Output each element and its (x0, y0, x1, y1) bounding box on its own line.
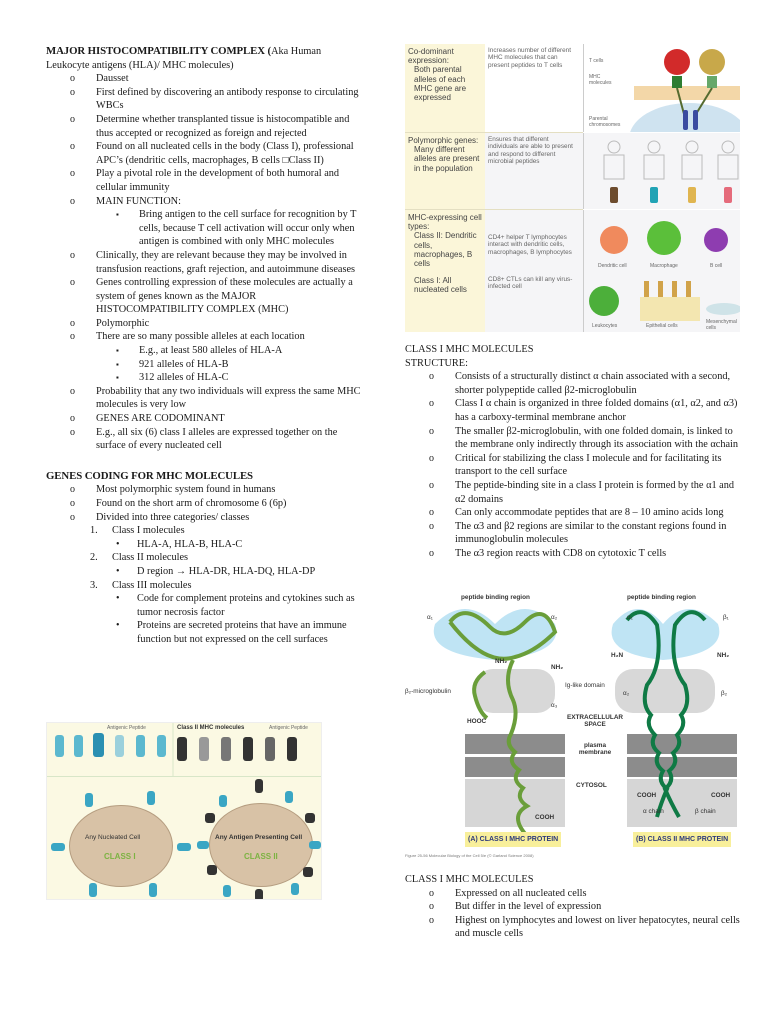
cooh-label-b2: COOH (711, 792, 731, 799)
feature-sub: Both parental alleles of each MHC gene are expressed (414, 65, 467, 103)
mhc-heading-rest: Aka Human Leukocyte antigens (HLA)/ MHC molecules) (46, 46, 322, 71)
antigenic-peptide-label: Antigenic Peptide (107, 725, 146, 731)
genes-heading: GENES CODING FOR MHC MOLECULES (46, 469, 253, 482)
class-number: 3. (90, 579, 98, 591)
b2-microglobulin-label: β₂-microglobulin (405, 688, 451, 695)
table-row (405, 210, 740, 273)
beta2-label: β₂ (721, 690, 728, 697)
list-item: o The smaller β2-microglobulin, with one folded domain, is linked to the membrane only indirectly through its association with the αchain (429, 425, 740, 452)
left-column (46, 45, 366, 647)
illustration-cell (583, 210, 740, 273)
class1-heading: CLASS I MHC MOLECULES (405, 344, 534, 355)
list-item: o Clinically, they are relevant because they may be involved in transfusion reactions, graft rejection, and autoimmune diseases (70, 249, 366, 276)
illustration-cell (583, 273, 740, 332)
list-item: o Found on all nucleated cells in the body (Class I), professional APC’s (dendritic cells, macrophages, B cells □Class II) (70, 140, 366, 167)
list-item: o E.g., all six (6) class I alleles are expressed together on the surface of every nucleated cell (70, 426, 366, 453)
table-row (405, 133, 740, 209)
list-item-main-function (70, 195, 366, 209)
list-item: o There are so many possible alleles at each location (70, 330, 366, 344)
mhc-classes-list (90, 524, 366, 646)
main-function-sublist (116, 208, 366, 249)
figure-mhc-protein-structure (405, 592, 740, 847)
list-item: ▪ 921 alleles of HLA-B (116, 358, 366, 372)
list-item: ▪ Bring antigen to the cell surface for recognition by T cells, because T cell activation will occur only when antigen is combined with only MHC molecules (116, 208, 366, 249)
dendritic-cell-label: Dendritic cell (598, 263, 627, 269)
class-number: 2. (90, 552, 98, 564)
list-item: o Class I α chain is organized in three folded domains (α1, α2, and α3) has a carboxy-terminal membrane anchor (429, 397, 740, 424)
structure-bullets (429, 370, 740, 560)
ig-like-domain-label: Ig-like domain (565, 682, 605, 689)
feature-title: Polymorphic genes: (408, 136, 479, 145)
illustration-cell (583, 44, 740, 132)
list-item: o But differ in the level of expression (429, 900, 740, 914)
hooc-label: HOOC (467, 718, 487, 725)
alpha1-label-b: α₁ (627, 614, 633, 621)
alleles-sublist (116, 344, 366, 385)
mesenchymal-cells-label: Mesenchymal cells (706, 319, 737, 331)
list-item: o Expressed on all nucleated cells (429, 887, 740, 901)
figure-mhc-cell-distribution (46, 722, 322, 900)
plasma-membrane-label: plasma membrane (578, 742, 612, 756)
mhc-heading (46, 45, 366, 72)
alpha3-label: α₃ (551, 702, 558, 709)
class2-tag: CLASS II (244, 852, 278, 861)
cooh-label-a: COOH (535, 814, 555, 821)
list-item: o The α3 region reacts with CD8 on cytotoxic T cells (429, 547, 740, 561)
feature-cell (405, 210, 485, 273)
figure-mhc-features-table (405, 44, 740, 332)
alpha2-label-b: α₂ (623, 690, 630, 697)
class-sublist (114, 592, 366, 646)
apc-label: Any Antigen Presenting Cell (215, 834, 303, 841)
list-item: o The peptide-binding site in a class I protein is formed by the α1 and α2 domains (429, 479, 740, 506)
genes-bullets (70, 483, 366, 524)
feature-title: Co-dominant expression: (408, 47, 454, 66)
class-sublist (114, 538, 366, 552)
antigenic-peptide-label-2: Antigenic Peptide (269, 725, 308, 731)
feature-cell (405, 44, 485, 132)
class-label: Class II molecules (112, 552, 189, 564)
alpha1-label: α₁ (427, 614, 433, 621)
caption-class1-protein: (A) CLASS I MHC PROTEIN (465, 832, 561, 847)
extracellular-space-label: EXTRACELLULAR SPACE (566, 714, 624, 728)
mhc-heading-bold: MAJOR HISTOCOMPATIBILITY COMPLEX ( (46, 45, 272, 57)
significance-cell: CD8+ CTLs can kill any virus-infected cell (485, 273, 583, 332)
feature-sub: Class II: Dendritic cells, macrophages, B cells (414, 231, 477, 269)
significance-cell: Ensures that different individuals are able to present and respond to different microbial peptides (485, 133, 583, 209)
class-sublist (114, 565, 366, 579)
list-item: o Consists of a structurally distinct α chain associated with a second, shorter polypeptide called β2-microglobulin (429, 370, 740, 397)
list-item: o Highest on lymphocytes and lowest on liver hepatocytes, neural cells and muscle cells (429, 914, 740, 941)
list-item: o Determine whether transplanted tissue is histocompatible and thus accepted or recognized as foreign and rejected (70, 113, 366, 140)
list-item: • HLA-A, HLA-B, HLA-C (114, 538, 366, 552)
mhc-bullets-continued (70, 249, 366, 344)
list-item: o GENES ARE CODOMINANT (70, 412, 366, 426)
class1-expression-section (405, 873, 740, 941)
nh2-label-b: NH₂ (717, 652, 730, 659)
class-item (90, 579, 366, 647)
polymorphic-people-illustration (584, 133, 740, 209)
structure-subheading: STRUCTURE: (405, 357, 468, 369)
right-column (405, 343, 740, 561)
list-item: ▪ 312 alleles of HLA-C (116, 371, 366, 385)
list-item: o Found on the short arm of chromosome 6 (6p) (70, 497, 366, 511)
list-item: o Divided into three categories/ classes (70, 511, 366, 525)
significance-cell: CD4+ helper T lymphocytes interact with dendritic cells, macrophages, B lymphocytes (485, 210, 583, 273)
feature-cell (405, 273, 485, 332)
class-label: Class I molecules (112, 525, 185, 537)
nucleated-cell-label: Any Nucleated Cell (85, 834, 141, 841)
caption-class2-protein: (B) CLASS II MHC PROTEIN (633, 832, 731, 847)
peptide-binding-region-label-b: peptide binding region (627, 594, 696, 601)
nh2-label-2: NH₂ (551, 664, 564, 671)
mhc-bullets-end (70, 385, 366, 453)
surface-mhc-icons (47, 723, 322, 900)
feature-title: MHC-expressing cell types: (408, 213, 482, 232)
list-item: o Polymorphic (70, 317, 366, 331)
parental-chromosomes-label: Parental chromosomes (589, 116, 621, 128)
main-function-label: MAIN FUNCTION: (96, 195, 181, 207)
class-item (90, 524, 366, 551)
class1-tag: CLASS I (104, 852, 136, 861)
list-item: ▪ E.g., at least 580 alleles of HLA-A (116, 344, 366, 358)
alpha-chain-label: α chain (643, 808, 664, 815)
list-item: • D region → HLA-DR, HLA-DQ, HLA-DP (114, 565, 366, 579)
list-item: o Play a pivotal role in the development of both humoral and cellular immunity (70, 167, 366, 194)
feature-cell (405, 133, 485, 209)
list-item: o Most polymorphic system found in humans (70, 483, 366, 497)
beta-chain-label: β chain (695, 808, 716, 815)
list-item: o Dausset (70, 72, 366, 86)
class2-molecules-label: Class II MHC molecules (177, 725, 245, 731)
macrophage-label: Macrophage (650, 263, 678, 269)
list-item: • Proteins are secreted proteins that have an immune function but not expressed on the cell surfaces (114, 619, 366, 646)
illustration-cell (583, 133, 740, 209)
mhc-bullets (70, 72, 366, 208)
table-row (405, 44, 740, 132)
class-item (90, 551, 366, 578)
significance-cell: Increases number of different MHC molecules that can present peptides to T cells (488, 47, 572, 69)
expression-bullets (429, 887, 740, 941)
cooh-label-b1: COOH (637, 792, 657, 799)
table-row (405, 273, 740, 332)
list-item: o Genes controlling expression of these molecules are actually a system of genes known as the MAJOR HISTOCOMPATIBILITY COMPLEX (MHC) (70, 276, 366, 317)
class-label: Class III molecules (112, 579, 192, 591)
list-item: o First defined by discovering an antibody response to circulating WBCs (70, 86, 366, 113)
class-number: 1. (90, 525, 98, 537)
epithelial-cells-label: Epithelial cells (646, 323, 678, 329)
b-cell-label: B cell (710, 263, 723, 269)
list-item: o Probability that any two individuals will express the same MHC molecules is very low (70, 385, 366, 412)
peptide-binding-region-label-a: peptide binding region (461, 594, 530, 601)
t-cells-label: T cells (589, 58, 604, 64)
nh2-label: NH₂ (495, 658, 508, 665)
h2n-label: H₂N (611, 652, 624, 659)
list-item: • Code for complement proteins and cytokines such as tumor necrosis factor (114, 592, 366, 619)
mhc-molecules-label: MHC molecules (589, 74, 612, 86)
class1-expression-heading: CLASS I MHC MOLECULES (405, 874, 534, 885)
list-item: o Can only accommodate peptides that are 8 – 10 amino acids long (429, 506, 740, 520)
list-item: o Critical for stabilizing the class I molecule and for facilitating its transport to the cell surface (429, 452, 740, 479)
figure-credit: Figure 25-56 Molecular Biology of the Cell 5/e (© Garland Science 2008) (405, 853, 534, 858)
leukocytes-label: Leukocytes (592, 323, 618, 329)
cytosol-label: CYTOSOL (576, 782, 607, 789)
list-item: o The α3 and β2 regions are similar to the constant regions found in immunoglobulin molecules (429, 520, 740, 547)
alpha2-label: α₂ (551, 614, 558, 621)
feature-sub: Class I: All nucleated cells (414, 276, 467, 295)
beta1-label: β₁ (723, 614, 729, 621)
feature-sub: Many different alleles are present in the population (414, 145, 480, 173)
